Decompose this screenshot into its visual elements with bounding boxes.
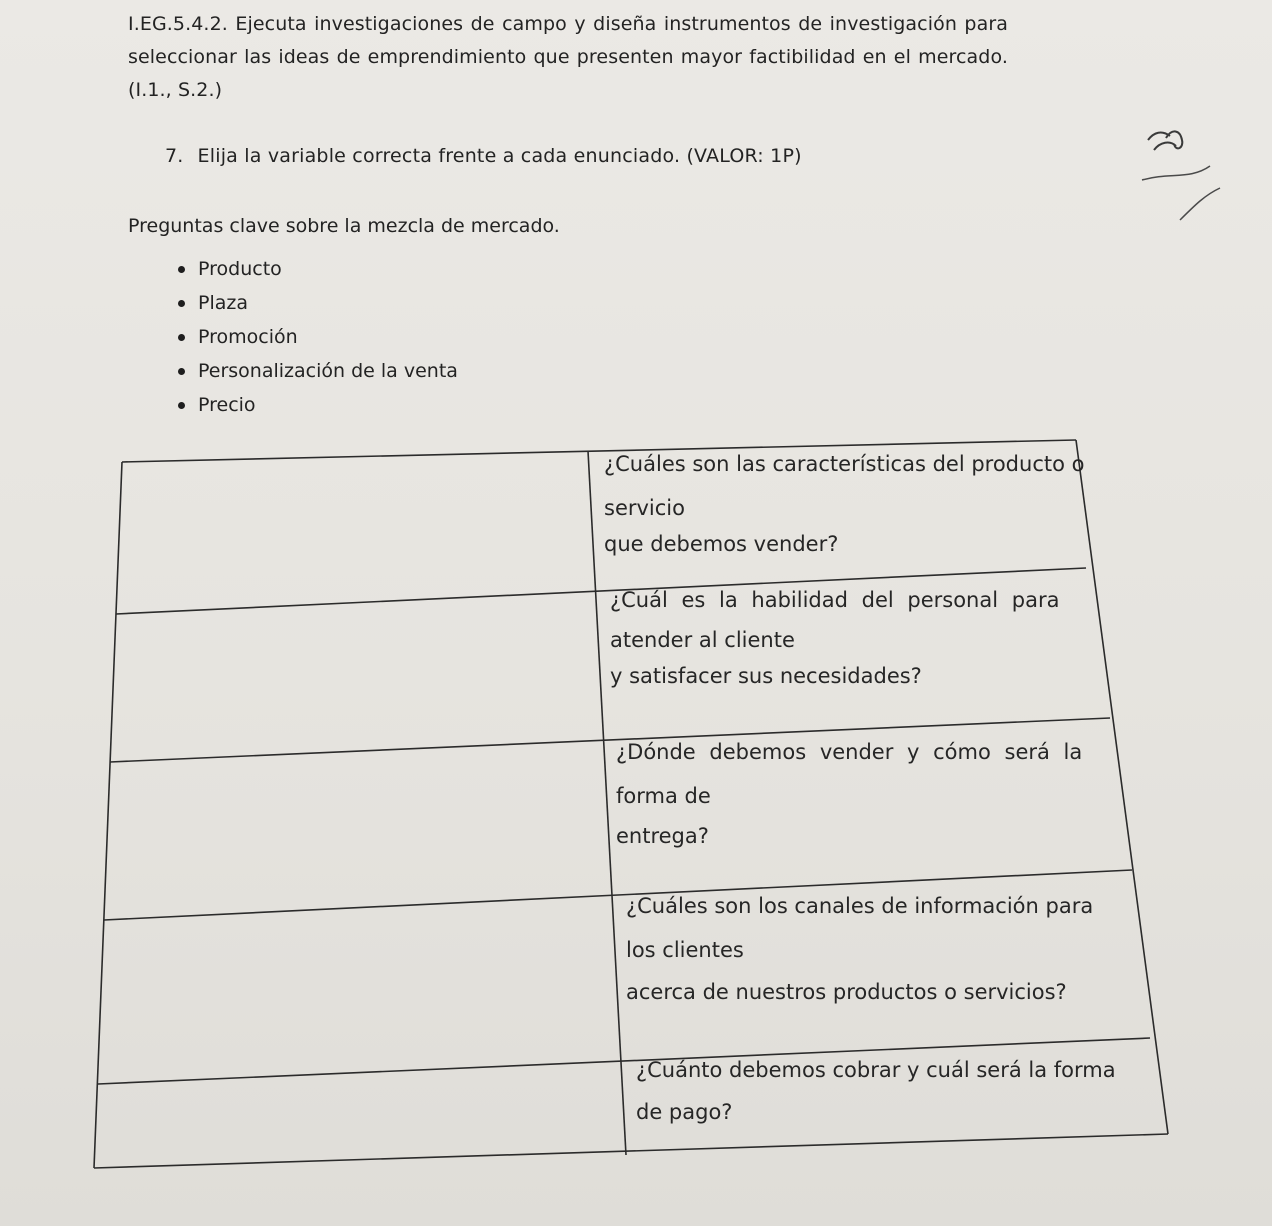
statement-line: de pago? <box>636 1100 733 1124</box>
answer-cell[interactable] <box>118 772 596 910</box>
statement-line: ¿Cuál es la habilidad del personal para <box>610 588 1060 612</box>
statement-line: y satisfacer sus necesidades? <box>610 664 922 688</box>
answer-cell[interactable] <box>130 472 580 602</box>
statement-line: acerca de nuestros productos o servicios? <box>626 980 1067 1004</box>
list-item: Precio <box>150 388 458 422</box>
statement-line: ¿Cuánto debemos cobrar y cuál será la forma <box>636 1058 1116 1082</box>
list-item: Personalización de la venta <box>150 354 458 388</box>
statement-line: que debemos vender? <box>604 532 839 556</box>
statement-line: ¿Cuáles son las características del producto o <box>604 452 1085 476</box>
statement-line: ¿Cuáles son los canales de información para <box>626 894 1094 918</box>
list-item: Producto <box>150 252 458 286</box>
question-text: Elija la variable correcta frente a cada enunciado. (VALOR: 1P) <box>197 145 802 167</box>
list-item: Promoción <box>150 320 458 354</box>
list-item: Plaza <box>150 286 458 320</box>
answer-cell[interactable] <box>110 930 604 1074</box>
statement-cell <box>626 888 1093 1010</box>
criterion-header: I.EG.5.4.2. Ejecuta investigaciones de campo y diseña instrumentos de investigación para seleccionar las ideas de emprendimiento que presenten mayor factibilidad en el mercado. (I.1., S.2.) <box>128 13 1008 101</box>
question-number: 7. <box>165 145 184 167</box>
answer-cell[interactable] <box>102 1094 612 1158</box>
statement-line: los clientes <box>626 938 744 962</box>
intro-text: Preguntas clave sobre la mezcla de mercado. <box>128 215 560 237</box>
statement-line: servicio <box>604 496 685 520</box>
answer-cell[interactable] <box>124 624 584 752</box>
statement-cell <box>610 582 1059 694</box>
statement-line: forma de <box>616 784 711 808</box>
statement-line: atender al cliente <box>610 628 795 652</box>
statement-cell <box>616 734 1082 854</box>
statement-cell <box>604 446 1084 562</box>
statement-cell <box>636 1052 1116 1130</box>
statement-line: ¿Dónde debemos vender y cómo será la <box>616 740 1083 764</box>
statement-line: entrega? <box>616 824 709 848</box>
